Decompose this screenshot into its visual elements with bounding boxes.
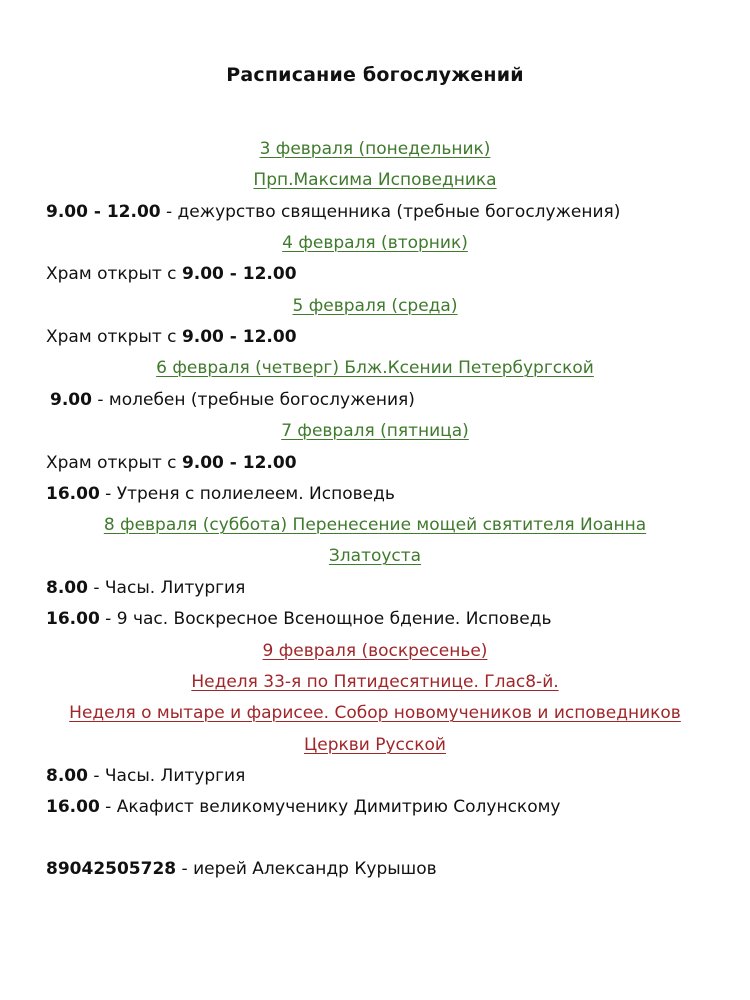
service-description: - Часы. Литургия <box>87 578 246 598</box>
service-time: 9.00 <box>50 390 92 410</box>
service-time: 16.00 <box>46 797 100 817</box>
contact-name: - иерей Александр Курышов <box>176 859 437 879</box>
date-heading-text: 8 февраля (суббота) Перенесение мощей святителя Иоанна <box>103 515 647 535</box>
date-heading <box>0 137 750 161</box>
service-time: 16.00 <box>46 484 100 504</box>
service-entry <box>0 795 750 819</box>
service-entry <box>0 576 750 600</box>
feast-heading-text: Церкви Русской <box>304 735 446 755</box>
date-heading <box>0 419 750 443</box>
page-title: Расписание богослужений <box>226 64 524 86</box>
date-heading-text: Златоуста <box>328 546 422 566</box>
service-description: - 9 час. Воскресное Всенощное бдение. Исповедь <box>99 609 552 629</box>
feast-heading <box>0 168 750 192</box>
feast-heading <box>0 733 750 757</box>
date-heading <box>0 231 750 255</box>
contact-line <box>0 857 750 881</box>
service-entry <box>0 200 750 224</box>
service-entry <box>0 325 750 349</box>
service-entry <box>0 388 750 412</box>
service-description: - дежурство священника (требные богослужения) <box>160 202 621 222</box>
week-heading <box>0 670 750 694</box>
date-heading-text: 3 февраля (понедельник) <box>259 139 491 159</box>
service-entry <box>0 262 750 286</box>
date-heading <box>0 544 750 568</box>
feast-heading <box>0 701 750 725</box>
service-entry <box>0 482 750 506</box>
service-time: 9.00 - 12.00 <box>181 327 297 347</box>
service-description: - Часы. Литургия <box>87 766 246 786</box>
service-time: 9.00 - 12.00 <box>46 202 161 222</box>
service-description: - Акафист великомученику Димитрию Солунскому <box>99 797 561 817</box>
service-time: 16.00 <box>46 609 100 629</box>
service-entry <box>0 607 750 631</box>
service-entry <box>0 764 750 788</box>
feast-heading-text: Неделя о мытаре и фарисее. Собор новомучеников и исповедников <box>69 703 681 723</box>
service-time: 8.00 <box>46 578 88 598</box>
date-heading <box>0 639 750 663</box>
date-heading-text: 6 февраля (четверг) Блж.Ксении Петербургской <box>156 358 594 378</box>
service-time: 8.00 <box>46 766 88 786</box>
phone-number[interactable]: 89042505728 <box>46 859 177 879</box>
service-description: - Утреня с полиелеем. Исповедь <box>99 484 395 504</box>
service-description: - молебен (требные богослужения) <box>91 390 415 410</box>
service-description: Храм открыт с <box>46 453 182 473</box>
service-time: 9.00 - 12.00 <box>181 453 297 473</box>
date-heading <box>0 513 750 537</box>
service-description: Храм открыт с <box>46 327 182 347</box>
date-heading <box>0 294 750 318</box>
service-time: 9.00 - 12.00 <box>181 264 297 284</box>
date-heading-text: 5 февраля (среда) <box>292 296 458 316</box>
date-heading <box>0 356 750 380</box>
week-heading-text: Неделя 33-я по Пятидесятнице. Глас8-й. <box>191 672 559 692</box>
service-entry <box>0 451 750 475</box>
date-heading-text: 7 февраля (пятница) <box>281 421 469 441</box>
feast-heading-text: Прп.Максима Исповедника <box>253 170 497 190</box>
date-heading-text: 9 февраля (воскресенье) <box>262 641 488 661</box>
service-description: Храм открыт с <box>46 264 182 284</box>
date-heading-text: 4 февраля (вторник) <box>282 233 468 253</box>
